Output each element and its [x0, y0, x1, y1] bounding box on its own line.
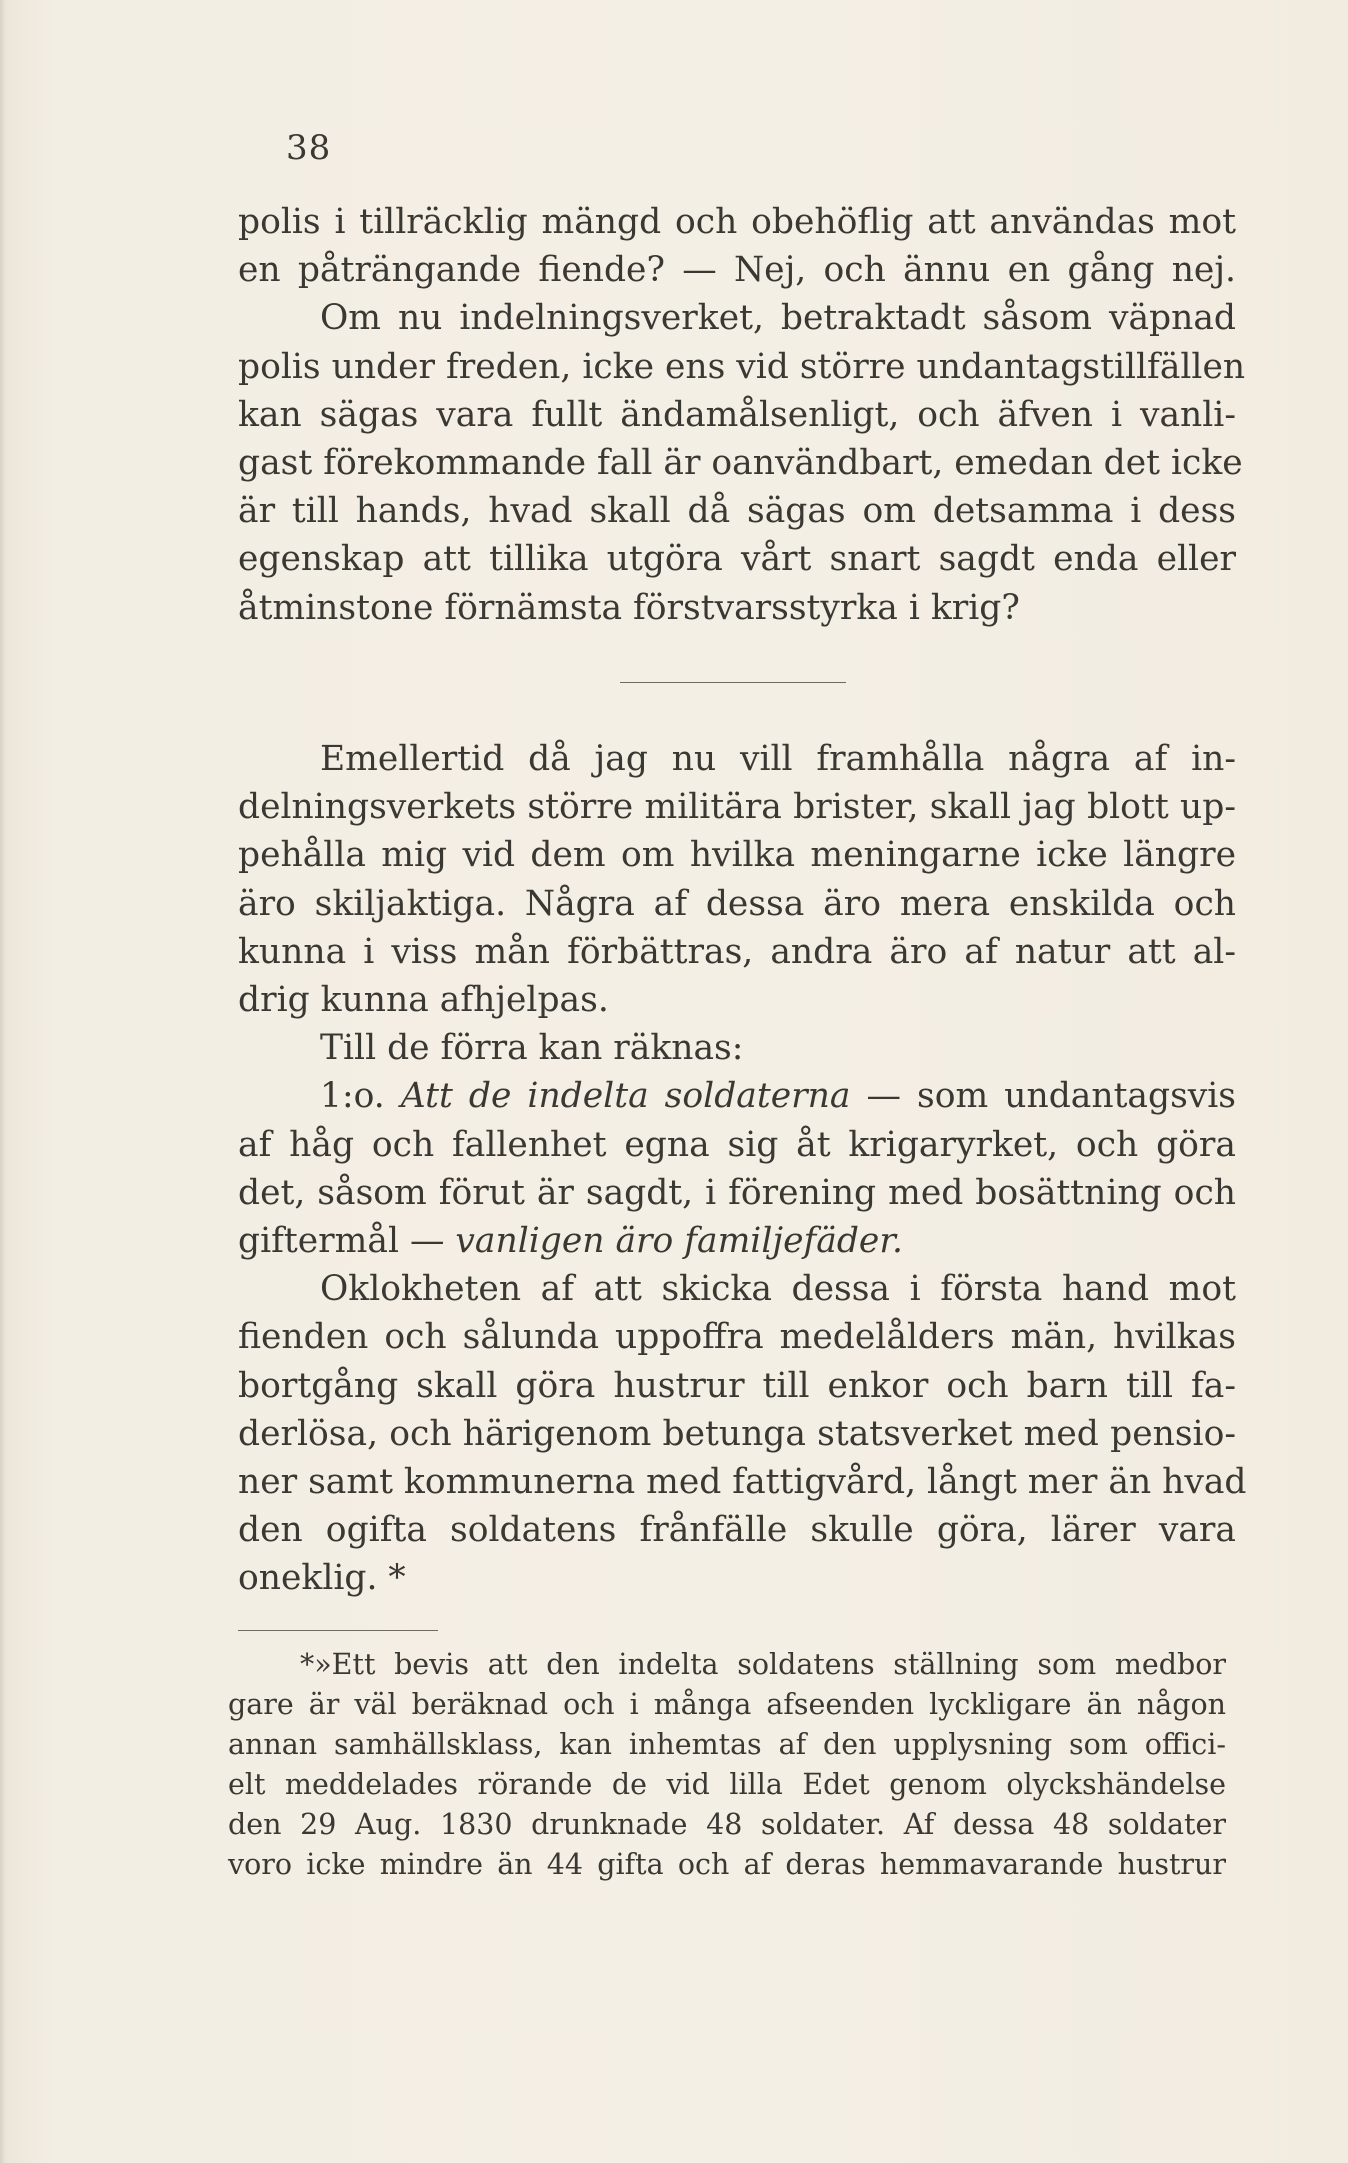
- paragraph-2: [238, 735, 1247, 1603]
- text-line: drig kunna afhjelpas.: [238, 980, 609, 1021]
- text-line: delningsverkets större militära brister, skall jag blott up-: [238, 787, 1236, 828]
- text-line: fienden och sålunda uppoffra medelålders män, hvilkas: [238, 1317, 1236, 1358]
- text-line: ner samt kommunerna med fattigvård, långt mer än hvad: [238, 1462, 1247, 1503]
- page-number: 38: [286, 128, 332, 168]
- text-line: af håg och fallenhet egna sig åt krigaryrket, och göra: [238, 1124, 1236, 1165]
- text-line: äro skiljaktiga. Några af dessa äro mera enskilda och: [238, 883, 1236, 924]
- section-divider: [620, 682, 846, 683]
- footnote: [228, 1645, 1226, 1885]
- text-span: giftermål —: [238, 1221, 445, 1262]
- text-line: oneklig. *: [238, 1558, 406, 1599]
- footnote-line: annan samhällsklass, kan inhemtas af den upplysning som offici-: [228, 1728, 1226, 1761]
- footnote-line: den 29 Aug. 1830 drunknade 48 soldater. Af dessa 48 soldater: [228, 1808, 1226, 1841]
- page-edge-shadow: [0, 0, 6, 2163]
- footnote-line: *»Ett bevis att den indelta soldatens ställning som medbor: [300, 1648, 1226, 1681]
- paragraph-1: [238, 198, 1246, 632]
- text-line: polis i tillräcklig mängd och obehöflig att användas mot: [238, 202, 1236, 242]
- text-line: en påträngande fiende? — Nej, och ännu en gång nej.: [238, 250, 1236, 291]
- text-line: Till de förra kan räknas:: [320, 1028, 744, 1069]
- text-line: bortgång skall göra hustrur till enkor och barn till fa-: [238, 1365, 1236, 1406]
- text-line: egenskap att tillika utgöra vårt snart sagdt enda eller: [238, 539, 1236, 580]
- enumeration-label: 1:o.: [320, 1076, 385, 1117]
- text-line: det, såsom förut är sagdt, i förening med bosättning och: [238, 1172, 1236, 1213]
- text-span: — som undantagsvis: [866, 1076, 1237, 1117]
- text-line: gast förekommande fall är oanvändbart, emedan det icke: [238, 443, 1243, 484]
- text-line: åtminstone förnämsta förstvarsstyrka i krig?: [238, 587, 1020, 628]
- text-line: derlösa, och härigenom betunga statsverket med pensio-: [238, 1413, 1236, 1454]
- text-line-mixed: [238, 1072, 1236, 1120]
- text-line: pehålla mig vid dem om hvilka meningarne icke längre: [238, 835, 1236, 876]
- footnote-line: voro icke mindre än 44 gifta och af deras hemmavarande hustrur: [228, 1848, 1226, 1881]
- text-line: den ogifta soldatens frånfälle skulle göra, lärer vara: [238, 1510, 1236, 1551]
- footnote-line: gare är väl beräknad och i många afseenden lyckligare än någon: [228, 1688, 1226, 1721]
- text-line: Om nu indelningsverket, betraktadt såsom väpnad: [320, 298, 1236, 339]
- text-line: Emellertid då jag nu vill framhålla några af in-: [320, 739, 1236, 779]
- footnote-divider: [238, 1630, 438, 1631]
- italic-phrase: vanligen äro familjefäder.: [455, 1221, 903, 1262]
- italic-phrase: Att de indelta soldaterna: [400, 1076, 851, 1117]
- text-line: polis under freden, icke ens vid större undantagstillfällen: [238, 346, 1246, 387]
- footnote-line: elt meddelades rörande de vid lilla Edet genom olyckshändelse: [228, 1768, 1226, 1801]
- text-line: är till hands, hvad skall då sägas om detsamma i dess: [238, 491, 1236, 532]
- text-line: kan sägas vara fullt ändamålsenligt, och äfven i vanli-: [238, 394, 1236, 435]
- text-line-mixed: [238, 1217, 1236, 1265]
- text-line: kunna i viss mån förbättras, andra äro af natur att al-: [238, 931, 1236, 972]
- text-line: Oklokheten af att skicka dessa i första hand mot: [320, 1269, 1236, 1310]
